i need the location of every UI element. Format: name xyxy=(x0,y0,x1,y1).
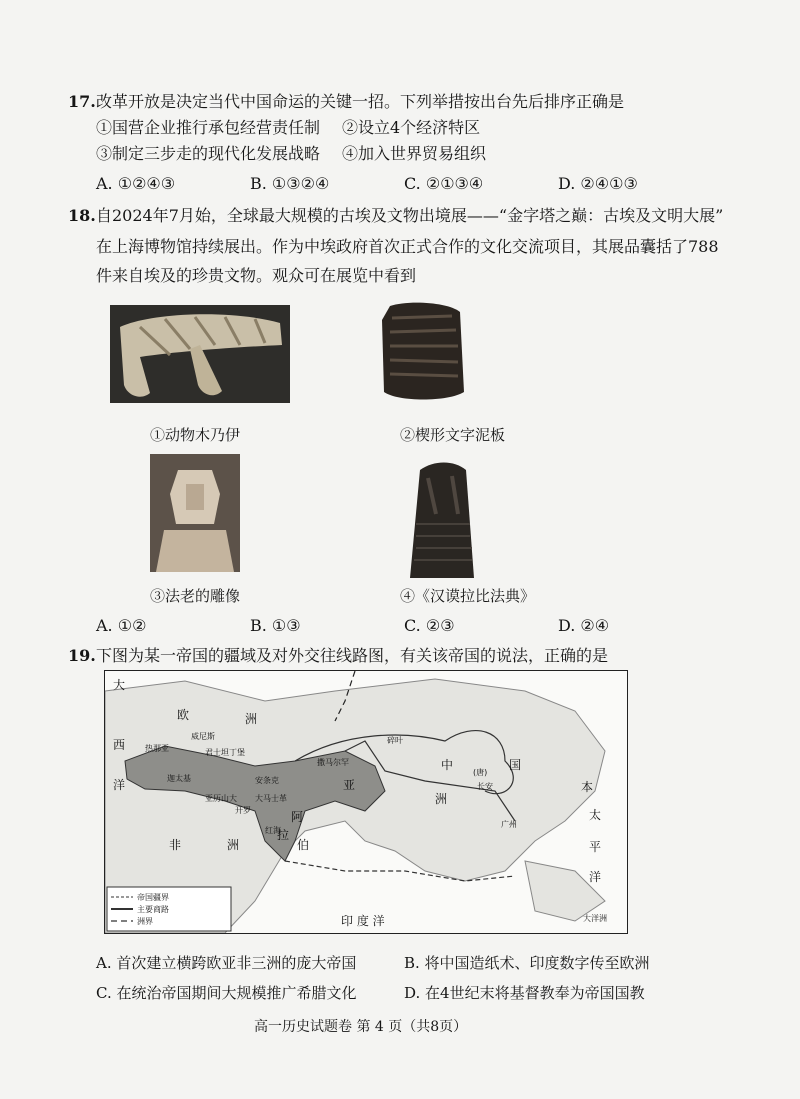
q17-number: 17. xyxy=(68,92,96,111)
legend-continent-border: 洲界 xyxy=(137,917,153,926)
animal-mummy-photo xyxy=(110,305,290,403)
map-label-pacific-3: 洋 xyxy=(589,870,602,884)
map-city-constantinople: 君士坦丁堡 xyxy=(205,748,245,757)
q17-option-c[interactable]: C. ②①③④ xyxy=(404,174,484,193)
map-label-japan: 本 xyxy=(581,780,594,794)
map-label-europe-2: 洲 xyxy=(245,712,258,726)
q17-item-1: ①国营企业推行承包经营责任制 xyxy=(96,118,321,137)
map-city-changan: 长安 xyxy=(477,782,493,791)
q18-option-b[interactable]: B. ①③ xyxy=(250,616,301,635)
map-city-cairo: 开罗 xyxy=(235,806,251,815)
map-city-venice: 威尼斯 xyxy=(191,732,215,741)
cuneiform-tablet-photo xyxy=(378,300,468,404)
map-label-pacific-1: 太 xyxy=(589,808,602,822)
map-label-pacific-2: 平 xyxy=(589,840,602,854)
q18-option-d[interactable]: D. ②④ xyxy=(558,616,610,635)
caption-cuneiform-tablet: ②楔形文字泥板 xyxy=(400,426,506,444)
empire-map xyxy=(104,670,628,934)
caption-animal-mummy: ①动物木乃伊 xyxy=(150,426,241,444)
map-label-africa-1: 非 xyxy=(169,838,182,852)
map-label-arabia-2: 拉 xyxy=(277,828,290,842)
map-label-china-1: 中 xyxy=(441,758,454,772)
map-label-atlantic-3: 洋 xyxy=(113,778,126,792)
q19-stem: 下图为某一帝国的疆域及对外交往线路图，有关该帝国的说法，正确的是 xyxy=(96,646,609,665)
map-city-samarkand: 撒马尔罕 xyxy=(317,758,349,767)
map-label-indian-ocean: 印 度 洋 xyxy=(341,914,385,928)
page-footer: 高一历史试题卷 第 4 页（共8页） xyxy=(254,1019,468,1035)
map-legend xyxy=(107,887,231,931)
map-label-red-sea: 红海 xyxy=(265,826,281,835)
map-label-africa-2: 洲 xyxy=(227,838,240,852)
legend-empire-border: 帝国疆界 xyxy=(137,893,169,902)
q17-option-d[interactable]: D. ②④①③ xyxy=(558,174,638,193)
q18-stem-line-2: 在上海博物馆持续展出。作为中埃政府首次正式合作的文化交流项目，其展品囊括了788 xyxy=(96,237,719,256)
map-city-genoa: 热那亚 xyxy=(145,744,169,753)
map-city-guangzhou: 广州 xyxy=(501,820,517,829)
map-label-atlantic-2: 西 xyxy=(113,738,126,752)
map-label-arabia-3: 伯 xyxy=(297,838,310,852)
map-label-china-2: 国 xyxy=(509,758,522,772)
q19-number: 19. xyxy=(68,646,96,665)
pharaoh-statue-photo xyxy=(150,454,240,572)
q18-number: 18. xyxy=(68,206,96,225)
q17-item-4: ④加入世界贸易组织 xyxy=(342,144,487,163)
caption-pharaoh-statue: ③法老的雕像 xyxy=(150,587,241,605)
q18-stem-line-3: 件来自埃及的珍贵文物。观众可在展览中看到 xyxy=(96,266,417,285)
map-city-carthage: 迦太基 xyxy=(167,774,191,783)
q17-option-a[interactable]: A. ①②④③ xyxy=(96,174,176,193)
q17-item-2: ②设立4个经济特区 xyxy=(342,118,481,137)
q19-option-d[interactable]: D. 在4世纪末将基督教奉为帝国国教 xyxy=(404,984,645,1002)
q19-option-a[interactable]: A. 首次建立横跨欧亚非三洲的庞大帝国 xyxy=(96,954,357,972)
map-city-damascus: 大马士革 xyxy=(255,794,287,803)
map-city-antioch: 安条克 xyxy=(255,776,279,785)
map-label-china-3: 洲 xyxy=(435,792,448,806)
q19-option-c[interactable]: C. 在统治帝国期间大规模推广希腊文化 xyxy=(96,984,357,1002)
q18-stem-line-1: 自2024年7月始，全球最大规模的古埃及文物出境展——“金字塔之巅：古埃及文明大展” xyxy=(96,206,724,225)
caption-hammurabi-code: ④《汉谟拉比法典》 xyxy=(400,587,536,605)
q19-option-b[interactable]: B. 将中国造纸术、印度数字传至欧洲 xyxy=(404,954,650,972)
q17-option-b[interactable]: B. ①③②④ xyxy=(250,174,330,193)
q17-stem: 改革开放是决定当代中国命运的关键一招。下列举措按出台先后排序正确是 xyxy=(96,92,625,111)
map-city-alexandria: 亚历山大 xyxy=(205,794,237,803)
q17-item-3: ③制定三步走的现代化发展战略 xyxy=(96,144,321,163)
q18-option-a[interactable]: A. ①② xyxy=(96,616,147,635)
map-city-suyab: 碎叶 xyxy=(387,736,403,745)
map-label-europe-1: 欧 xyxy=(177,708,190,722)
map-label-atlantic-1: 大 xyxy=(113,678,126,692)
legend-trade-route: 主要商路 xyxy=(137,905,169,914)
map-label-tang: (唐) xyxy=(473,768,488,777)
map-label-asia: 亚 xyxy=(343,778,356,792)
q18-option-c[interactable]: C. ②③ xyxy=(404,616,455,635)
map-label-arabia-1: 阿 xyxy=(291,810,304,824)
hammurabi-code-photo xyxy=(406,462,478,578)
map-label-oceania: 大洋洲 xyxy=(583,914,607,923)
